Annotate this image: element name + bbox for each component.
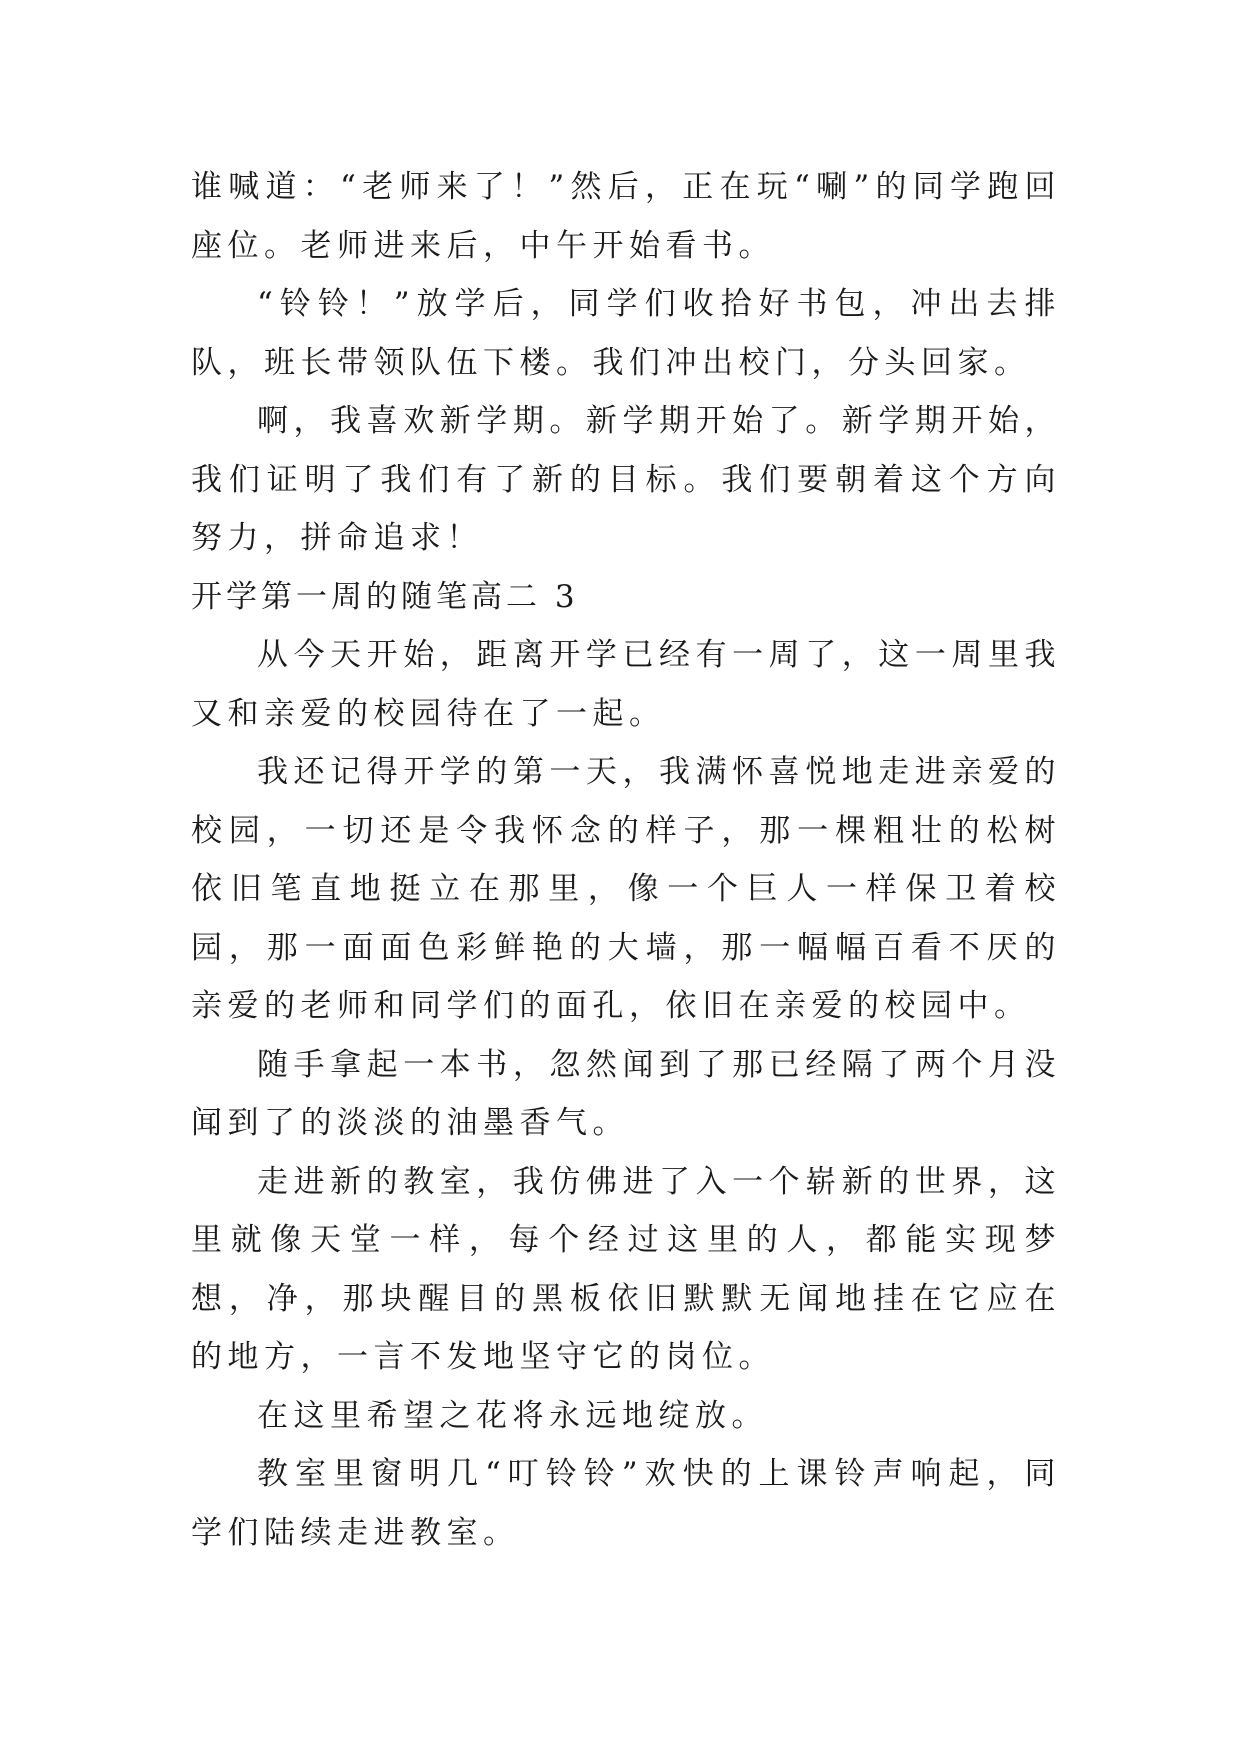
paragraph: 谁喊道：“老师来了！”然后，正在玩“唰”的同学跑回座位。老师进来后，中午开始看书。 xyxy=(191,169,1061,264)
paragraph: 走进新的教室，我仿佛进了入一个崭新的世界，这里就像天堂一样，每个经过这里的人，都能实现梦想，净，那块醒目的黑板依旧默默无闻地挂在它应在的地方，一言不发地坚守它的岗位。 xyxy=(191,1163,1061,1375)
paragraph: 我还记得开学的第一天，我满怀喜悦地走进亲爱的校园，一切还是令我怀念的样子，那一棵粗壮的松树依旧笔直地挺立在那里，像一个巨人一样保卫着校园，那一面面色彩鲜艳的大墙，那一幅幅百看不厌的亲爱的老师和同学们的面孔，依旧在亲爱的校园中。 xyxy=(191,754,1061,1024)
paragraph: 在这里希望之花将永远地绽放。 xyxy=(257,1397,768,1434)
document-body xyxy=(191,158,1061,1562)
paragraph: 随手拿起一本书，忽然闻到了那已经隔了两个月没闻到了的淡淡的油墨香气。 xyxy=(191,1046,1061,1141)
paragraph: 教室里窗明几“叮铃铃”欢快的上课铃声响起，同学们陆续走进教室。 xyxy=(191,1456,1061,1551)
section-title: 开学第一周的随笔高二 3 xyxy=(191,578,579,615)
paragraph: “铃铃！”放学后，同学们收拾好书包，冲出去排队，班长带领队伍下楼。我们冲出校门，分头回家。 xyxy=(191,286,1061,381)
paragraph: 从今天开始，距离开学已经有一周了，这一周里我又和亲爱的校园待在了一起。 xyxy=(191,637,1061,732)
paragraph: 啊，我喜欢新学期。新学期开始了。新学期开始，我们证明了我们有了新的目标。我们要朝着这个方向努力，拼命追求！ xyxy=(191,403,1061,556)
